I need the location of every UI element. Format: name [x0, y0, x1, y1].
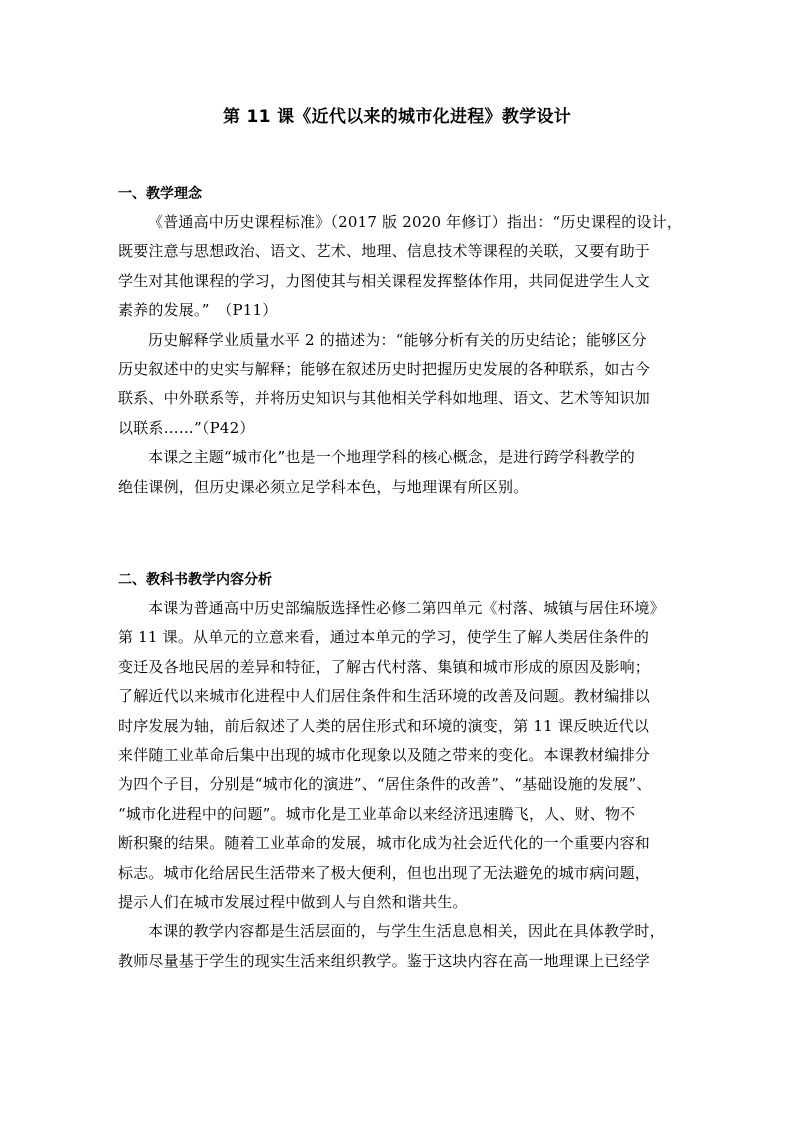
- text-line: 历史叙述中的史实与解释；能够在叙述历史时把握历史发展的各种联系，如古今: [118, 359, 651, 378]
- text-line: 提示人们在城市发展过程中做到人与自然和谐共生。: [118, 892, 468, 911]
- text-line: 历史解释学业质量水平 2 的描述为：“能够分析有关的历史结论；能够区分: [148, 330, 647, 349]
- paragraph-urbanization-theme: [118, 443, 688, 502]
- section-heading: 一、教学理念: [118, 186, 202, 202]
- paragraph-teaching-approach: [118, 917, 688, 976]
- text-line: 《普通高中历史课程标准》（2017 版 2020 年修订）指出：“历史课程的设计，: [148, 213, 683, 231]
- paragraph-curriculum-standard: [118, 208, 688, 326]
- section-teaching-philosophy: [118, 180, 688, 502]
- text-line: 学生对其他课程的学习，力图使其与相关课程发挥整体作用，共同促进学生人文: [118, 271, 651, 290]
- text-line: 变迁及各地民居的差异和特征，了解古代村落、集镇和城市形成的原因及影响；: [118, 657, 651, 676]
- text-line: 既要注意与思想政治、语文、艺术、地理、信息技术等课程的关联，又要有助于: [118, 242, 651, 261]
- text-line: “城市化进程中的问题”。城市化是工业革命以来经济迅速腾飞，人、财、物不: [118, 804, 636, 823]
- paragraph-unit-overview: [118, 594, 688, 917]
- text-line: 第 11 课。从单元的立意来看，通过本单元的学习，使学生了解人类居住条件的: [118, 628, 650, 647]
- text-line: 了解近代以来城市化进程中人们居住条件和生活环境的改善及问题。教材编排以: [118, 687, 651, 706]
- text-line: 绝佳课例，但历史课必须立足学科本色，与地理课有所区别。: [118, 477, 529, 496]
- section-textbook-analysis: [118, 566, 688, 976]
- text-line: 断积聚的结果。随着工业革命的发展，城市化成为社会近代化的一个重要内容和: [118, 834, 651, 853]
- text-line: 为四个子目，分别是“城市化的演进”、“居住条件的改善”、“基础设施的发展”、: [118, 775, 652, 794]
- paragraph-quality-level: [118, 326, 688, 444]
- text-line: 本课为普通高中历史部编版选择性必修二第四单元《村落、城镇与居住环境》: [148, 599, 665, 617]
- text-line: 来伴随工业革命后集中出现的城市化现象以及随之带来的变化。本课教材编排分: [118, 745, 651, 764]
- text-line: 素养的发展。” （P11）: [118, 301, 278, 320]
- text-line: 教师尽量基于学生的现实生活来组织教学。鉴于这块内容在高一地理课上已经学: [118, 951, 651, 970]
- text-line: 时序发展为轴，前后叙述了人类的居住形式和环境的演变，第 11 课反映近代以: [118, 716, 650, 735]
- document-title: 第 11 课《近代以来的城市化进程》教学设计: [222, 107, 572, 127]
- text-line: 标志。城市化给居民生活带来了极大便利，但也出现了无法避免的城市病问题，: [118, 863, 651, 882]
- section-heading: 二、教科书教学内容分析: [118, 572, 272, 588]
- text-line: 本课之主题“城市化”也是一个地理学科的核心概念，是进行跨学科教学的: [148, 448, 635, 467]
- text-line: 联系、中外联系等，并将历史知识与其他相关学科如地理、语文、艺术等知识加: [118, 389, 651, 408]
- text-line: 本课的教学内容都是生活层面的，与学生生活息息相关，因此在具体教学时，: [148, 922, 665, 941]
- text-line: 以联系……”（P42）: [118, 418, 255, 437]
